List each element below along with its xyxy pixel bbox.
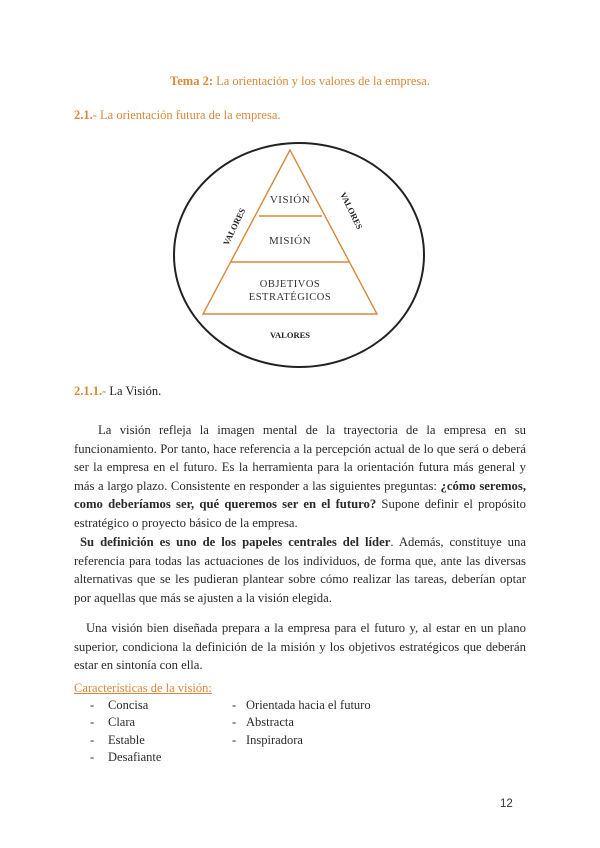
section-title: La orientación futura de la empresa. <box>96 108 281 122</box>
list-item-text: Estable <box>108 732 145 747</box>
list-dash: - <box>232 732 237 747</box>
section-heading-2-1 <box>74 108 281 123</box>
paragraph-well-designed-vision <box>74 619 526 675</box>
paragraph-text: Una visión bien diseñada prepara a la empresa para el futuro y, al estar en un plano superior, condiciona la definición de la misión y los objetivos estratégicos que deberán estar en sintonía con ella. <box>74 621 526 673</box>
topic-label: Tema 2: <box>170 74 213 88</box>
list-item <box>90 749 161 766</box>
page-number: 12 <box>500 798 513 810</box>
topic-title: La orientación y los valores de la empresa. <box>213 74 430 88</box>
values-label-left: VALORES <box>220 206 248 247</box>
section-heading-2-1-1 <box>74 384 161 399</box>
list-dash: - <box>90 715 95 730</box>
paragraph-leader-role <box>74 533 526 607</box>
paragraph-bold-questions: ¿cómo seremos, como deberíamos ser, qué queremos ser en el futuro? <box>74 478 526 512</box>
list-item <box>90 714 161 731</box>
list-item <box>232 697 371 714</box>
objectives-label-line2: ESTRATÉGICOS <box>248 292 332 303</box>
paragraph-vision-definition <box>74 421 526 533</box>
subsection-title: La Visión. <box>106 384 162 398</box>
list-dash: - <box>90 750 95 765</box>
list-dash: - <box>90 698 95 712</box>
list-item-text: Desafiante <box>108 750 162 765</box>
characteristics-heading: Características de la visión: <box>74 681 212 695</box>
list-item-text: Abstracta <box>246 715 294 730</box>
vision-label: VISIÓN <box>269 194 311 206</box>
section-number: 2.1.- <box>74 108 97 122</box>
paragraph-text: La visión refleja la imagen mental de la trayectoria de la empresa en su funcionamiento. Por tanto, hace referencia a la percepción actual de lo que será o deberá ser la empresa en el futuro. Es la herramienta para la orientación futura más general y más a largo plazo. Consistente en responder a las siguientes preguntas: <box>74 423 526 493</box>
paragraph-text: . Además, constituye una referencia para todas las actuaciones de los individuos, de forma que, ante las diversas alternativas que se les pudieran plantear sobre cómo realizar las tareas, deberían optar por aquellas que más se ajusten a la visión elegida. <box>74 535 526 605</box>
vision-pyramid-diagram <box>170 138 430 370</box>
values-label-right: VALORES <box>338 190 365 231</box>
list-item-text: Inspiradora <box>246 732 303 747</box>
list-item <box>232 732 371 749</box>
list-item-text: Concisa <box>108 698 149 712</box>
list-item-text: Clara <box>108 715 136 730</box>
paragraph-text-tail: Supone definir el propósito estratégico o proyecto básico de la empresa. <box>74 497 526 530</box>
values-label-bottom: VALORES <box>270 330 310 340</box>
subsection-number: 2.1.1.- <box>74 384 107 398</box>
objectives-label-line1: OBJETIVOS <box>259 279 321 290</box>
list-dash: - <box>90 732 95 747</box>
list-dash: - <box>232 715 237 730</box>
list-item <box>90 732 161 749</box>
list-dash: - <box>232 698 237 712</box>
list-item <box>90 697 161 714</box>
list-item-text: Orientada hacia el futuro <box>246 698 371 712</box>
paragraph-bold-leader: Su definición es uno de los papeles centrales del líder <box>80 535 391 549</box>
characteristics-list-right <box>232 697 371 749</box>
list-item <box>232 714 371 731</box>
characteristics-list-left <box>90 697 161 767</box>
mission-label: MISIÓN <box>268 235 312 247</box>
document-title <box>0 74 600 89</box>
